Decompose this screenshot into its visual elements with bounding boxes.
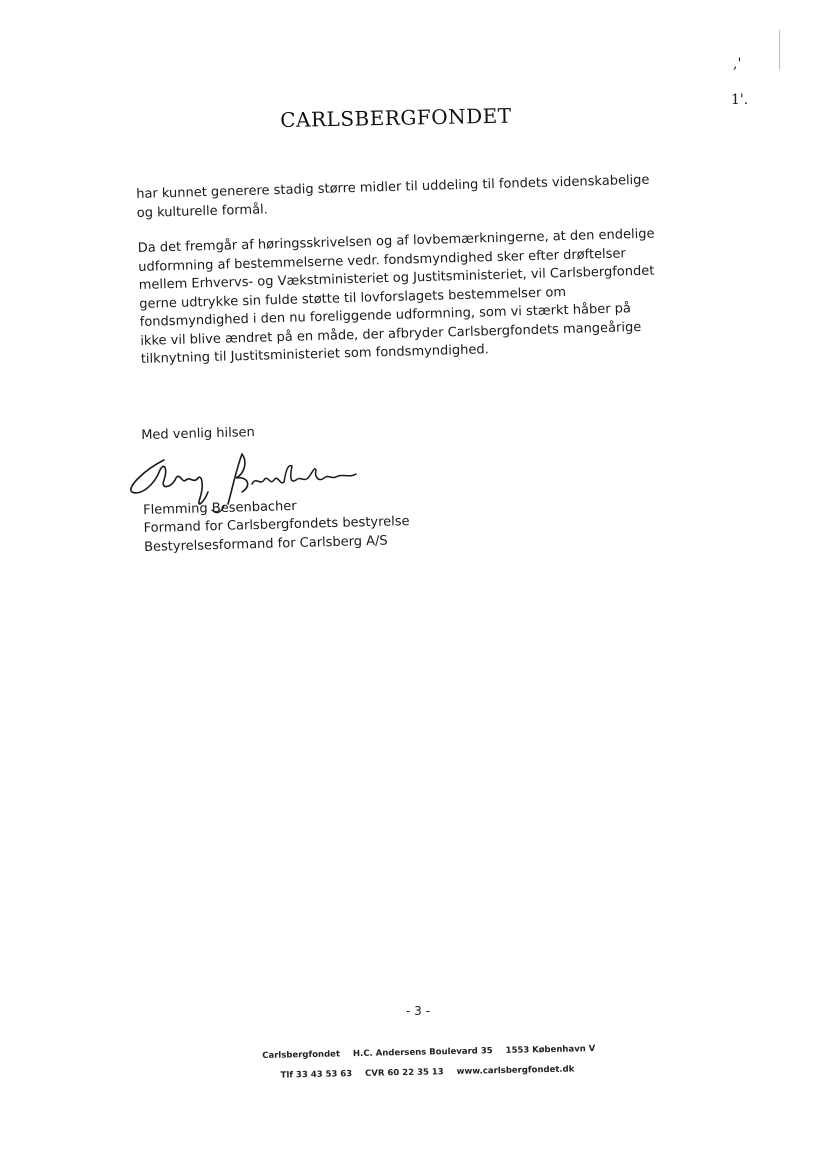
closing-block [141,418,474,557]
closing-greeting: Med venlig hilsen [141,425,256,443]
body-paragraph: Da det fremgår af høringsskrivelsen og af lovbemærkningerne, at den endelige udformning af bestemmelserne vedr. fondsmyndighed sker efter drøftelser mellem Erhvervs- og Vækstministeriet og Justitsministeriet, vil Carlsbergfondet gerne udtrykke sin fulde støtte til lovforslagets bestemmelser om fondsmyndighed i den nu foreliggende udformning, som vi stærkt håber på ikke vil blive ændret på en måde, der afbryder Carlsbergfondets mangeårige tilknytning til Justitsministeriet som fondsmyndighed. [137,226,655,367]
footer-org: Carlsbergfondet [262,1049,341,1061]
signer-name: Flemming Besenbacher [142,498,297,518]
footer-cvr: CVR 60 22 35 13 [365,1067,444,1079]
scan-border-line [779,30,780,70]
footer-website: www.carlsbergfondet.dk [456,1064,575,1077]
letterhead-title: CARLSBERGFONDET [280,103,512,132]
scan-mark: ,' [733,56,742,72]
page-number: - 3 - [406,1004,430,1018]
footer-phone: Tlf 33 43 53 63 [280,1069,353,1081]
scan-mark: 1'. [731,92,749,108]
footer [262,1039,596,1086]
signer-title: Bestyrelsesformand for Carlsberg A/S [143,533,388,555]
footer-address: H.C. Andersens Boulevard 35 [352,1046,493,1060]
letter-body [136,171,661,386]
body-paragraph: har kunnet generere stadig større midler til uddeling til fondets videnskabelige og kulturelle formål. [136,172,650,221]
signer-title: Formand for Carlsbergfondets bestyrelse [143,514,410,536]
footer-city: 1553 København V [505,1044,596,1056]
